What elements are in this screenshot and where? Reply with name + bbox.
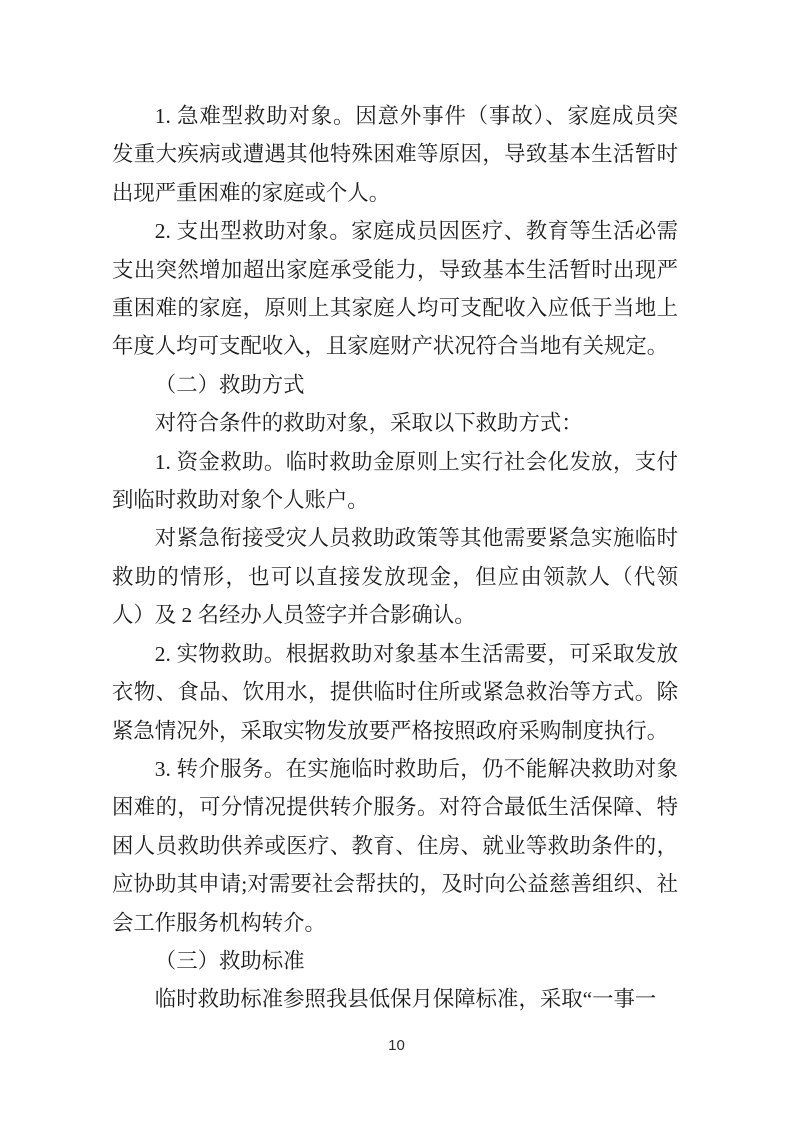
page-number: 10 xyxy=(388,1037,405,1054)
section-heading-rescue-method: （二）救助方式 xyxy=(154,372,305,397)
paragraph-method-funds: 1. 资金救助。临时救助金原则上实行社会化发放，支付到临时救助对象个人账户。 xyxy=(112,449,678,513)
paragraph-rescue-target-2: 2. 支出型救助对象。家庭成员因医疗、教育等生活必需支出突然增加超出家庭承受能力，导致基本生活暂时出现严重困难的家庭，原则上其家庭人均可支配收入应低于当地上年度人均可支配收入，且家庭财产状况符合当地有关规定。 xyxy=(112,219,678,359)
document-body xyxy=(112,97,678,1019)
paragraph-method-intro: 对符合条件的救助对象，采取以下救助方式： xyxy=(154,411,583,436)
paragraph-standard-intro: 临时救助标准参照我县低保月保障标准，采取“一事一 xyxy=(154,987,657,1012)
paragraph-method-inkind: 2. 实物救助。根据救助对象基本生活需要，可采取发放衣物、食品、饮用水，提供临时住所或紧急救治等方式。除紧急情况外，采取实物发放要严格按照政府采购制度执行。 xyxy=(112,641,678,743)
section-heading-rescue-standard: （三）救助标准 xyxy=(154,948,305,973)
paragraph-rescue-target-1: 1. 急难型救助对象。因意外事件（事故）、家庭成员突发重大疾病或遭遇其他特殊困难等原因，导致基本生活暂时出现严重困难的家庭或个人。 xyxy=(112,104,678,205)
paragraph-method-referral: 3. 转介服务。在实施临时救助后，仍不能解决救助对象困难的，可分情况提供转介服务。对符合最低生活保障、特困人员救助供养或医疗、教育、住房、就业等救助条件的，应协助其申请;对需要社会帮扶的，及时向公益慈善组织、社会工作服务机构转介。 xyxy=(112,756,678,935)
paragraph-method-cash-note: 对紧急衔接受灾人员救助政策等其他需要紧急实施临时救助的情形，也可以直接发放现金，但应由领款人（代领人）及 2 名经办人员签字并合影确认。 xyxy=(112,526,678,628)
page-footer xyxy=(0,1036,793,1056)
